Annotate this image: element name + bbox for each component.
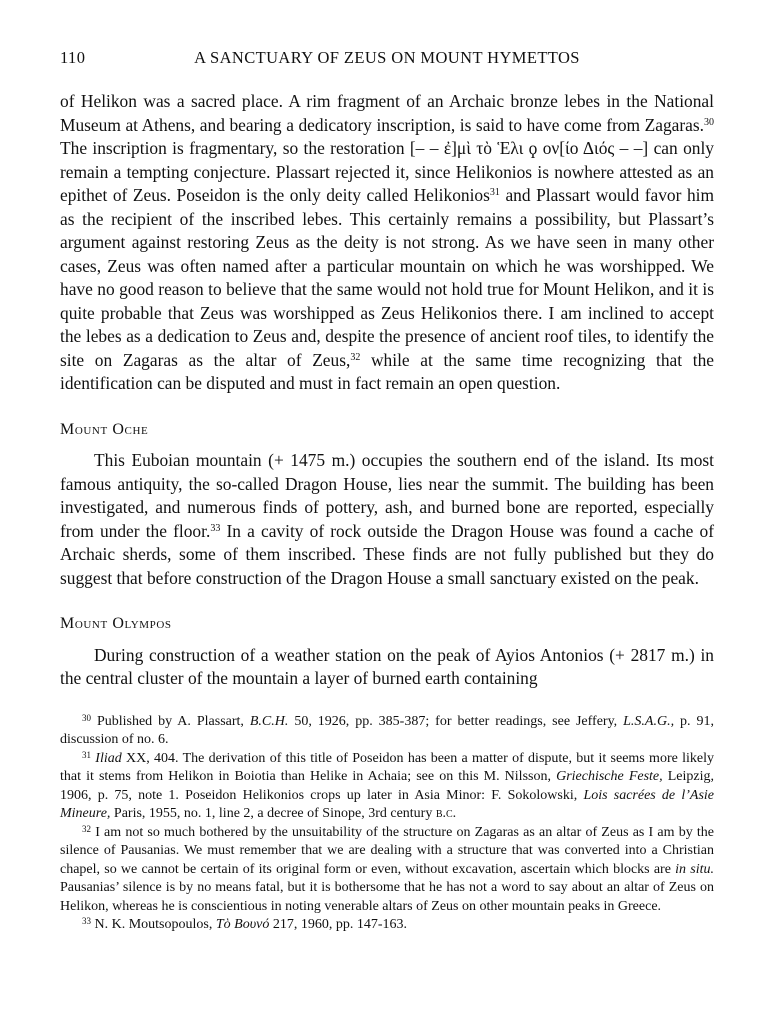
text-run: In a cavity of rock outside the Dragon House was found a cache of Archaic sherds, some of them inscribed. These finds are not fully published but they do suggest that before construction of the Dragon House a small sanctuary existed on the peak. (60, 520, 715, 588)
text-run: N. K. Moutsopoulos, (91, 917, 216, 932)
text-run: Leipzig, 1906, p. 75, note 1. Poseidon Helikonios crops up later in Asia Minor: F. Sokolowski, (60, 769, 714, 803)
footnote-30 (60, 713, 714, 750)
section-heading-oche: Mount Oche (60, 420, 149, 438)
text-run: Pausanias’ silence is by no means fatal, but it is bothersome that he has not a word to say about an altar of Zeus on Helikon, whereas he is conscientious in noting venerable altars of Zeus on other mountain peaks in Greece. (60, 880, 714, 914)
text-italic: Iliad (95, 750, 122, 766)
text-run: while at the same time recognizing that the identification can be disputed and must in fact remain an open question. (60, 349, 714, 393)
footnote-32 (60, 824, 714, 917)
footnote-ref-30[interactable]: 30 (704, 116, 714, 128)
paragraph-oche (60, 449, 714, 590)
paragraph-olympos (60, 644, 714, 691)
body-text (60, 90, 714, 691)
text-italic: Τὸ Βουνό (215, 917, 270, 932)
text-run: 50, 1926, pp. 385-387; for better readings, see Jeffery, (288, 713, 624, 729)
text-run: During construction of a weather station on the peak of Ayios Antonios (+ 2817 m.) in the central cluster of the mountain a layer of burned earth containing (60, 644, 714, 688)
footnote-ref-33[interactable]: 33 (210, 522, 221, 534)
page-number: 110 (60, 48, 86, 67)
text-run: Paris, 1955, no. 1, line 2, a decree of Sinope, 3rd century (110, 806, 436, 821)
text-italic: in situ. (675, 861, 714, 877)
page (60, 48, 714, 935)
text-run: This Euboian mountain (+ 1475 m.) occupies the southern end of the island. Its most famous antiquity, the so-called Dragon House, lies near the summit. The building has been investigated, and numerous finds of pottery, ash, and burned bone are reported, especially from under the floor. (60, 450, 714, 541)
footnote-33 (60, 916, 714, 935)
text-italic: B.C.H. (249, 713, 289, 729)
text-italic: Griechische Feste, (556, 769, 663, 784)
footnote-number: 33 (82, 916, 91, 926)
footnote-31 (60, 750, 714, 824)
text-run: Published by A. Plassart, (91, 713, 250, 729)
text-run: p. 91, discussion of no. 6. (60, 713, 714, 747)
text-run: The inscription is fragmentary, so the restoration [– – ἐ]μὶ τὸ Ἑλι ϙ ον[ίο Διός – –] can only remain a tempting conjecture. Plassart rejected it, since Helikonios is nowhere attested as an epithet of Zeus. Poseidon is the only deity called Helikonios (60, 138, 714, 205)
text-run: I am not so much bothered by the unsuitability of the structure on Zagaras as an altar of Zeus as I am by the silence of Pausanias. We must remember that we are dealing with a structure that was converted into a Christian chapel, so we cannot be certain of its original form or even, without excavation, ascertain which blocks are (60, 824, 714, 877)
text-italic: Lois sacrées de l’Asie Mineure, (60, 787, 714, 821)
text-run: 217, 1960, pp. 147-163. (269, 917, 408, 932)
footnote-ref-31[interactable]: 31 (489, 187, 500, 198)
footnote-ref-32[interactable]: 32 (350, 351, 361, 363)
running-title: A SANCTUARY OF ZEUS ON MOUNT HYMETTOS (194, 48, 580, 67)
paragraph-helikon (60, 90, 714, 396)
text-run: XX, 404. The derivation of this title of Poseidon has been a matter of dispute, but it seems more likely that it stems from Helikon in Boiotia than Helike in Achaia; see on this M. Nilsson, (60, 750, 714, 784)
footnote-number: 32 (82, 823, 91, 834)
footnote-number: 31 (82, 749, 91, 760)
section-heading-olympos: Mount Olympos (60, 615, 172, 632)
text-run: of Helikon was a sacred place. A rim fragment of an Archaic bronze lebes in the National Museum at Athens, and bearing a dedicatory inscription, is said to have come from Zagaras. (60, 91, 714, 135)
footnotes (60, 713, 714, 935)
running-header (60, 48, 714, 74)
text-run: and Plassart would favor him as the recipient of the inscribed lebes. This certainly remains a possibility, but Plassart’s argument against restoring Zeus as the deity is not strong. As we have seen in many other cases, Zeus was often named after a particular mountain on which he was worshipped. We have no good reason to believe that the same would not hold true for Mount Helikon, and it is quite probable that Zeus was worshipped as Zeus Helikonios there. I am inclined to accept the lebes as a dedication to Zeus and, despite the presence of ancient roof tiles, to identify the site on Zagaras as the altar of Zeus, (60, 185, 714, 370)
text-italic: L.S.A.G., (623, 713, 675, 729)
text-small-caps: b.c. (435, 806, 457, 821)
footnote-number: 30 (82, 712, 91, 723)
